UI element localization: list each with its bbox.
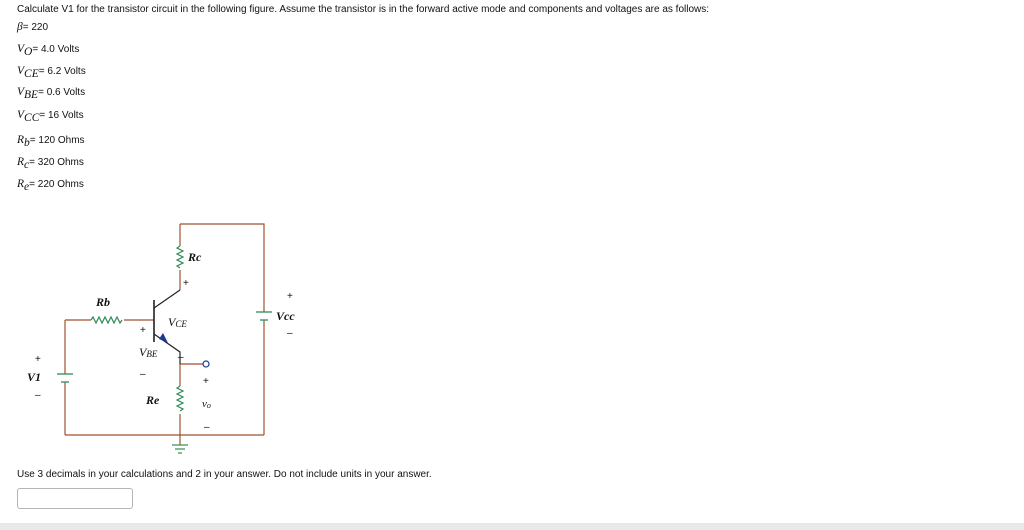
given-vcc: $V_{CC}= 16$ Volts (17, 109, 84, 124)
vcc-minus: – (287, 328, 293, 339)
v1-source (57, 374, 73, 382)
given-vo: $V_O= 4.0$ Volts (17, 43, 80, 58)
vbe-minus: – (140, 369, 146, 380)
given-re: $R_e= 220$ Ohms (17, 178, 84, 193)
rc-label: Rc (188, 250, 202, 264)
vcc-plus: + (287, 291, 293, 302)
rc-resistor (177, 246, 183, 268)
given-vbe: $V_{BE}= 0.6$ Volts (17, 86, 86, 101)
v1-minus: – (35, 390, 41, 401)
instructions-text: Use 3 decimals in your calculations and 2 in your answer. Do not include units in your answer. (17, 469, 432, 480)
vo-terminal (203, 361, 209, 367)
ground-symbol (172, 445, 188, 453)
vo-label: vo (202, 398, 211, 410)
vbe-plus: + (140, 325, 146, 336)
vcc-label: Vcc (276, 309, 295, 323)
rb-resistor (91, 317, 122, 323)
vo-minus: – (204, 422, 210, 433)
vcc-source (256, 312, 272, 320)
rb-label: Rb (96, 295, 111, 309)
rc-plus: + (183, 278, 189, 289)
v1-label: V1 (27, 370, 42, 384)
vbe-label: VBE (139, 345, 158, 359)
given-rb: $R_b= 120$ Ohms (17, 134, 85, 149)
wire-top (180, 224, 264, 312)
re-label: Re (146, 393, 160, 407)
bottom-scroll-bar (0, 523, 1024, 530)
given-vce: $V_{CE}= 6.2$ Volts (17, 65, 86, 80)
answer-input[interactable] (17, 488, 133, 509)
question-text: Calculate V1 for the transistor circuit in the following figure. Assume the transistor is in the forward active mode and components and voltages are as follows: (17, 4, 710, 15)
vo-plus: + (203, 376, 209, 387)
transistor-circuit-diagram (0, 190, 340, 460)
v1-plus: + (35, 354, 41, 365)
given-beta: β= 220 (17, 21, 49, 33)
re-resistor (177, 386, 183, 411)
vce-minus: – (178, 352, 184, 363)
given-rc: $R_c= 320$ Ohms (17, 156, 84, 171)
vce-label: VCE (168, 315, 187, 329)
